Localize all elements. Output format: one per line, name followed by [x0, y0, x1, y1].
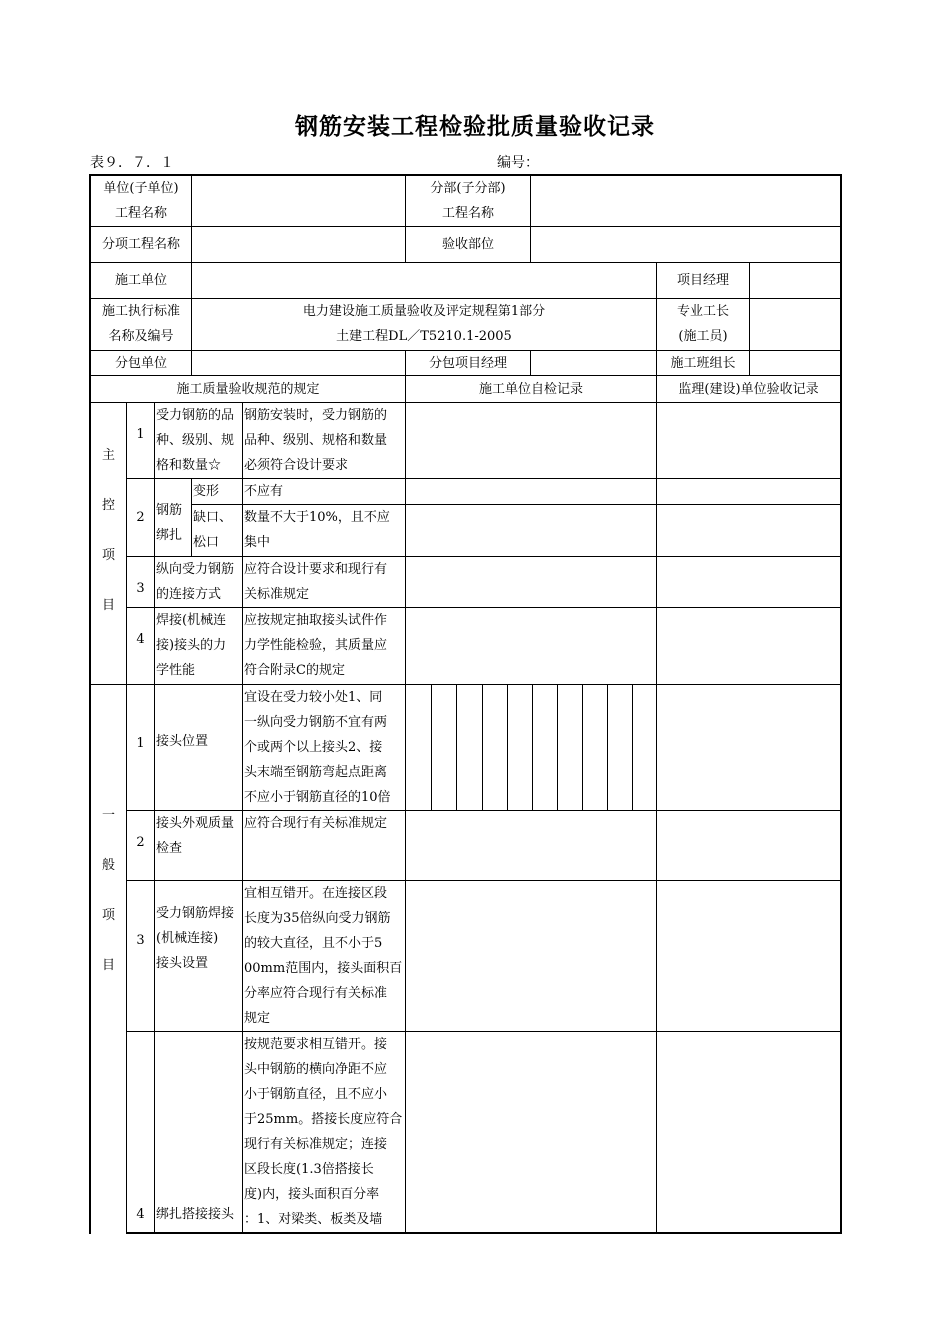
grid-line: [126, 880, 841, 881]
main-item-3-name: 纵向受力钢筋 的连接方式: [156, 562, 235, 602]
table-number: 表９．７．１: [90, 155, 174, 171]
standard-label: 施工执行标准 名称及编号: [101, 304, 180, 344]
grid-line: [90, 375, 841, 376]
self-check-header: 施工单位自检记录: [478, 382, 583, 397]
standard-value: 电力建设施工质量验收及评定规程第1部分 土建工程DL／T5210.1-2005: [302, 304, 546, 344]
foreman-label: 专业工长 (施工员): [676, 304, 729, 344]
grid-line: [656, 375, 657, 1233]
main-item-2-sub1: 变形: [193, 484, 220, 499]
general-item-4-no: 4: [136, 1207, 145, 1222]
general-item-4-requirement: 按规范要求相互错开。接 头中钢筋的横向净距不应 小于钢筋直径，且不应小 于25mm。搭接长度应符合 现行有关标准规定；连接 区段长度(1.3倍搭接长 度)内，接头面积百分率 ：1、对梁类、板类及墙: [244, 1037, 403, 1227]
general-item-2-name: 接头外观质量 检查: [156, 816, 235, 856]
general-group-label: 一 般 项 目: [101, 808, 115, 973]
main-item-1-requirement: 钢筋安装时，受力钢筋的 品种、级别、规格和数量 必须符合设计要求: [244, 408, 388, 473]
table-right-border: [840, 174, 842, 1234]
main-control-group-label: 主 控 项 目: [101, 448, 115, 613]
team-leader-value[interactable]: [750, 351, 840, 375]
grid-line: [90, 684, 841, 685]
general-item-2-no: 2: [136, 835, 145, 850]
grid-line: [456, 684, 457, 810]
acceptance-part-label: 验收部位: [441, 237, 494, 252]
general-item-1-requirement: 宜设在受力较小处1、同 一纵向受力钢筋不宜有两 个或两个以上接头2、接 头末端至钢筋弯起点距离 不应小于钢筋直径的10倍: [244, 690, 391, 805]
project-manager-value[interactable]: [750, 263, 840, 298]
main-item-3-requirement: 应符合设计要求和现行有 关标准规定: [244, 562, 388, 602]
grid-line: [126, 1031, 841, 1032]
main-item-2-sub2: 缺口、 松口: [193, 510, 233, 550]
acceptance-part-value[interactable]: [531, 227, 840, 262]
grid-line: [482, 684, 483, 810]
grid-line: [431, 684, 432, 810]
main-item-4-no: 4: [136, 632, 145, 647]
general-item-4-name: 绑扎搭接接头: [156, 1207, 235, 1222]
main-item-2-no: 2: [136, 510, 145, 525]
main-item-4-name: 焊接(机械连 接)接头的力 学性能: [156, 613, 227, 678]
unit-name-label: 单位(子单位) 工程名称: [103, 181, 179, 221]
general-item-1-name: 接头位置: [156, 734, 209, 749]
construction-unit-value[interactable]: [192, 263, 656, 298]
subcontractor-value[interactable]: [192, 351, 405, 375]
sub-manager-label: 分包项目经理: [428, 356, 507, 371]
main-item-1-no: 1: [136, 427, 145, 442]
general-item-3-name: 受力钢筋焊接 (机械连接) 接头设置: [156, 906, 235, 971]
grid-line: [532, 684, 533, 810]
grid-line: [582, 684, 583, 810]
general-item-2-requirement: 应符合现行有关标准规定: [244, 816, 388, 831]
construction-unit-label: 施工单位: [114, 273, 167, 288]
subcontractor-label: 分包单位: [114, 356, 167, 371]
subitem-name-value[interactable]: [192, 227, 405, 262]
foreman-value[interactable]: [750, 299, 840, 350]
page-title: 钢筋安装工程检验批质量验收记录: [295, 114, 655, 140]
grid-line: [557, 684, 558, 810]
main-item-2-req1: 不应有: [244, 484, 284, 499]
grid-line: [632, 684, 633, 810]
sub-manager-value[interactable]: [531, 351, 656, 375]
main-item-1-name: 受力钢筋的品 种、级别、规 格和数量☆: [156, 408, 235, 473]
grid-line: [607, 684, 608, 810]
general-item-3-requirement: 宜相互错开。在连接区段 长度为35倍纵向受力钢筋 的较大直径，且不小于5 00mm范围内，接头面积百 分率应符合现行有关标准 规定: [244, 886, 403, 1026]
general-item-1-no: 1: [136, 736, 145, 751]
part-name-value[interactable]: [531, 176, 840, 226]
team-leader-label: 施工班组长: [670, 356, 736, 371]
general-item-3-no: 3: [136, 933, 145, 948]
main-item-3-no: 3: [136, 581, 145, 596]
project-manager-label: 项目经理: [676, 273, 729, 288]
table-bottom-border: [126, 1232, 842, 1234]
grid-line: [507, 684, 508, 810]
spec-provision-header: 施工质量验收规范的规定: [176, 382, 320, 397]
main-item-2-name: 钢筋 绑扎: [156, 503, 183, 543]
supervisor-record-header: 监理(建设)单位验收记录: [678, 382, 819, 397]
unit-name-value[interactable]: [192, 176, 405, 226]
subitem-name-label: 分项工程名称: [101, 237, 180, 252]
number-label: 编号：: [497, 155, 539, 171]
main-item-4-requirement: 应按规定抽取接头试件作 力学性能检验，其质量应 符合附录C的规定: [244, 613, 388, 678]
main-item-2-req2: 数量不大于10%，且不应 集中: [244, 510, 390, 550]
part-name-label: 分部(子分部) 工程名称: [430, 181, 506, 221]
